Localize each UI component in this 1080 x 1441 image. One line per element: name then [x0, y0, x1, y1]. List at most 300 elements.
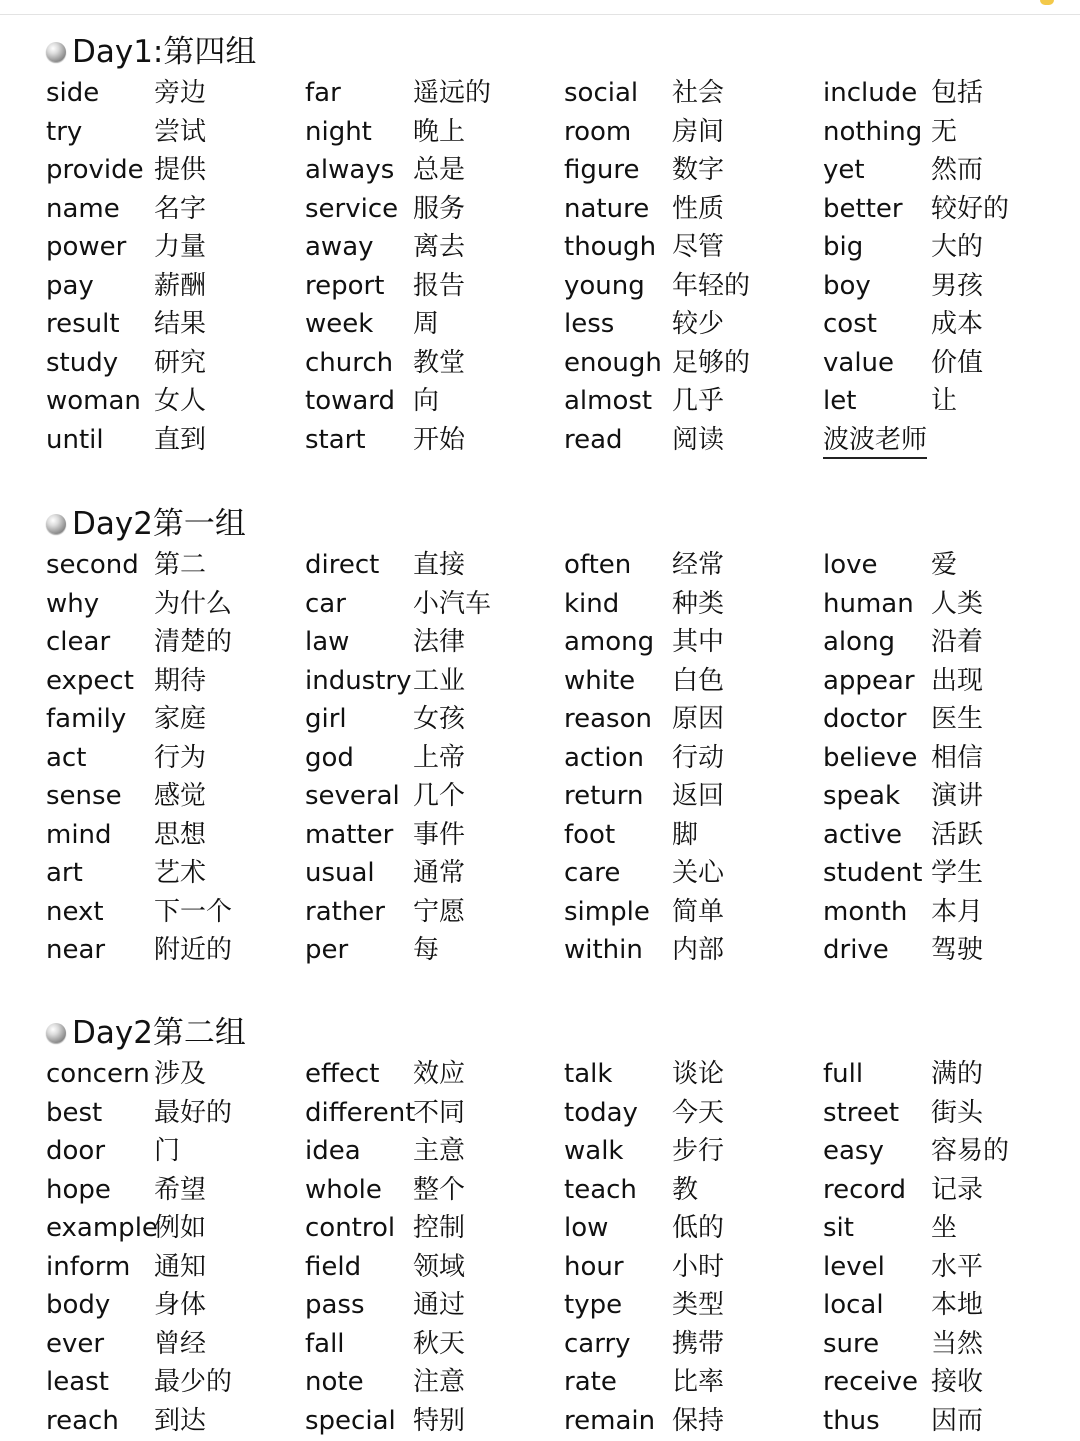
english-word: within	[564, 935, 643, 965]
chinese-meaning: 原因	[672, 704, 725, 734]
chinese-meaning: 最少的	[154, 1367, 233, 1397]
word-entry	[305, 816, 555, 855]
english-word: read	[564, 424, 623, 455]
english-word: woman	[46, 386, 141, 416]
chinese-meaning: 相信	[931, 742, 984, 773]
english-word: effect	[305, 1059, 380, 1089]
vocab-section	[0, 30, 1080, 460]
chinese-meaning: 结果	[154, 309, 207, 339]
word-entry	[305, 931, 555, 970]
chinese-meaning: 总是	[413, 155, 466, 185]
chinese-meaning: 直到	[154, 424, 207, 455]
english-word: type	[564, 1290, 623, 1320]
chinese-meaning: 感觉	[154, 781, 207, 811]
english-word: speak	[823, 781, 901, 811]
chinese-meaning: 年轻的	[672, 270, 751, 301]
english-word: boy	[823, 270, 871, 301]
chinese-meaning: 向	[413, 386, 440, 416]
chinese-meaning: 房间	[672, 116, 725, 147]
chinese-meaning: 通知	[154, 1251, 207, 1282]
word-entry	[46, 74, 296, 113]
chinese-meaning: 活跃	[931, 819, 984, 850]
word-entry	[564, 777, 814, 816]
word-entry	[564, 1209, 814, 1248]
chinese-meaning: 第二	[154, 550, 207, 580]
english-word: side	[46, 78, 100, 108]
english-word: concern	[46, 1059, 150, 1089]
english-word: idea	[305, 1136, 361, 1166]
chinese-meaning: 名字	[154, 193, 207, 224]
chinese-meaning: 上帝	[413, 742, 466, 773]
english-word: name	[46, 193, 120, 224]
english-word: teach	[564, 1174, 637, 1205]
word-entry	[46, 931, 296, 970]
english-word: care	[564, 858, 621, 888]
word-entry	[305, 113, 555, 152]
english-word: girl	[305, 704, 347, 734]
chinese-meaning: 女孩	[413, 704, 466, 734]
word-entry	[305, 1402, 555, 1441]
english-word: among	[564, 627, 655, 657]
english-word: usual	[305, 858, 375, 888]
chinese-meaning: 报告	[413, 270, 466, 301]
word-entry	[46, 1209, 296, 1248]
word-entry	[305, 190, 555, 229]
chinese-meaning: 秋天	[413, 1328, 466, 1359]
english-word: sure	[823, 1328, 880, 1359]
word-entry	[46, 700, 296, 739]
word-entry	[564, 1055, 814, 1094]
chinese-meaning: 为什么	[154, 588, 233, 619]
english-word: sit	[823, 1213, 854, 1243]
chinese-meaning: 较少	[672, 309, 725, 339]
english-word: law	[305, 627, 350, 657]
english-word: industry	[305, 665, 412, 696]
chinese-meaning: 特别	[413, 1405, 466, 1436]
chinese-meaning: 注意	[413, 1367, 466, 1397]
english-word: believe	[823, 742, 918, 773]
word-entry	[823, 1132, 1073, 1171]
chinese-meaning: 宁愿	[413, 896, 466, 927]
chinese-meaning: 记录	[931, 1174, 984, 1205]
english-word: next	[46, 896, 104, 927]
english-word: week	[305, 309, 374, 339]
section-title: Day2第二组	[72, 1015, 246, 1051]
english-word: almost	[564, 386, 653, 416]
english-word: pay	[46, 270, 94, 301]
word-column	[46, 546, 296, 970]
word-entry	[564, 228, 814, 267]
chinese-meaning: 返回	[672, 781, 725, 811]
chinese-meaning: 坐	[931, 1213, 958, 1243]
chinese-meaning: 开始	[413, 424, 466, 455]
word-entry	[305, 662, 555, 701]
word-column	[823, 74, 1073, 459]
english-word: body	[46, 1290, 111, 1320]
word-entry	[46, 585, 296, 624]
chinese-meaning: 家庭	[154, 704, 207, 734]
english-word: least	[46, 1367, 109, 1397]
chinese-meaning: 清楚的	[154, 627, 233, 657]
english-word: far	[305, 78, 341, 108]
chinese-meaning: 直接	[413, 550, 466, 580]
word-entry	[305, 739, 555, 778]
word-entry	[564, 739, 814, 778]
english-word: power	[46, 232, 127, 262]
word-entry	[823, 1094, 1073, 1133]
english-word: better	[823, 193, 903, 224]
chinese-meaning: 类型	[672, 1290, 725, 1320]
chinese-meaning: 包括	[931, 78, 984, 108]
chinese-meaning: 教堂	[413, 347, 466, 378]
word-entry	[564, 816, 814, 855]
english-word: control	[305, 1213, 396, 1243]
word-entry	[305, 344, 555, 383]
english-word: field	[305, 1251, 362, 1282]
word-entry	[564, 585, 814, 624]
word-entry	[823, 700, 1073, 739]
word-entry	[305, 1363, 555, 1402]
chinese-meaning: 整个	[413, 1174, 466, 1205]
word-entry	[305, 623, 555, 662]
word-entry	[823, 546, 1073, 585]
english-word: note	[305, 1367, 364, 1397]
word-entry	[564, 623, 814, 662]
chinese-meaning: 法律	[413, 627, 466, 657]
english-word: kind	[564, 588, 620, 619]
word-entry	[305, 1171, 555, 1210]
chinese-meaning: 通常	[413, 858, 466, 888]
chinese-meaning: 艺术	[154, 858, 207, 888]
chinese-meaning: 本地	[931, 1290, 984, 1320]
word-entry	[823, 1325, 1073, 1364]
english-word: action	[564, 742, 645, 773]
word-entry	[564, 151, 814, 190]
english-word: let	[823, 386, 857, 416]
chinese-meaning: 本月	[931, 896, 984, 927]
word-entry	[46, 1132, 296, 1171]
word-entry	[305, 546, 555, 585]
chinese-meaning: 工业	[413, 665, 466, 696]
chinese-meaning: 行动	[672, 742, 725, 773]
word-entry	[305, 1132, 555, 1171]
word-entry	[564, 1402, 814, 1441]
word-entry	[564, 1171, 814, 1210]
chinese-meaning: 控制	[413, 1213, 466, 1243]
chinese-meaning: 附近的	[154, 935, 233, 965]
word-column	[823, 546, 1073, 970]
english-word: service	[305, 193, 399, 224]
english-word: night	[305, 116, 372, 147]
word-entry	[46, 344, 296, 383]
english-word: value	[823, 347, 895, 378]
english-word: different	[305, 1097, 416, 1128]
word-entry	[564, 1363, 814, 1402]
chinese-meaning: 性质	[672, 193, 725, 224]
word-entry	[46, 1171, 296, 1210]
chinese-meaning: 薪酬	[154, 270, 207, 301]
chinese-meaning: 研究	[154, 347, 207, 378]
english-word: doctor	[823, 704, 907, 734]
word-entry	[823, 190, 1073, 229]
chinese-meaning: 容易的	[931, 1136, 1010, 1166]
english-word: special	[305, 1405, 396, 1436]
word-entry	[46, 1325, 296, 1364]
english-word: easy	[823, 1136, 884, 1166]
word-entry	[564, 344, 814, 383]
word-entry	[823, 267, 1073, 306]
word-entry	[46, 662, 296, 701]
chinese-meaning: 尝试	[154, 116, 207, 147]
english-word: nothing	[823, 116, 923, 147]
word-entry	[564, 1132, 814, 1171]
chinese-meaning: 今天	[672, 1097, 725, 1128]
chinese-meaning: 小时	[672, 1251, 725, 1282]
chinese-meaning: 效应	[413, 1059, 466, 1089]
word-entry	[305, 893, 555, 932]
chinese-meaning: 周	[413, 309, 440, 339]
word-entry	[564, 893, 814, 932]
english-word: along	[823, 627, 896, 657]
english-word: try	[46, 116, 83, 147]
word-entry	[823, 228, 1073, 267]
chinese-meaning: 出现	[931, 665, 984, 696]
section-title: Day1:第四组	[72, 34, 257, 70]
english-word: act	[46, 742, 87, 773]
english-word: though	[564, 232, 657, 262]
english-word: matter	[305, 819, 394, 850]
section-title: Day2第一组	[72, 506, 246, 542]
english-word: start	[305, 424, 366, 455]
word-entry	[46, 305, 296, 344]
word-entry	[823, 893, 1073, 932]
section-header	[0, 1011, 1080, 1055]
chinese-meaning: 男孩	[931, 270, 984, 301]
chinese-meaning: 下一个	[154, 896, 233, 927]
english-word: drive	[823, 935, 889, 965]
english-word: human	[823, 588, 914, 619]
english-word: walk	[564, 1136, 624, 1166]
english-word: receive	[823, 1367, 919, 1397]
chinese-meaning: 离去	[413, 232, 466, 262]
chinese-meaning: 希望	[154, 1174, 207, 1205]
word-entry	[564, 267, 814, 306]
bullet-ball-icon	[46, 1023, 66, 1043]
word-entry	[823, 777, 1073, 816]
english-word: fall	[305, 1328, 345, 1359]
english-word: return	[564, 781, 644, 811]
english-word: clear	[46, 627, 111, 657]
word-entry	[823, 1286, 1073, 1325]
word-entry	[305, 382, 555, 421]
chinese-meaning: 白色	[672, 665, 725, 696]
word-entry	[46, 382, 296, 421]
word-entry	[823, 1248, 1073, 1287]
top-divider	[0, 14, 1080, 15]
word-entry	[46, 1363, 296, 1402]
english-word: inform	[46, 1251, 131, 1282]
chinese-meaning: 经常	[672, 550, 725, 580]
word-entry	[305, 74, 555, 113]
chinese-meaning: 思想	[154, 819, 207, 850]
section-header	[0, 502, 1080, 546]
english-word: big	[823, 232, 864, 262]
english-word: report	[305, 270, 385, 301]
chinese-meaning: 小汽车	[413, 588, 492, 619]
word-entry	[823, 623, 1073, 662]
chinese-meaning: 尽管	[672, 232, 725, 262]
word-entry	[823, 816, 1073, 855]
word-entry	[46, 1402, 296, 1441]
word-entry	[46, 1055, 296, 1094]
word-entry	[305, 854, 555, 893]
chinese-meaning: 主意	[413, 1136, 466, 1166]
word-entry	[305, 700, 555, 739]
english-word: foot	[564, 819, 616, 850]
english-word: figure	[564, 155, 640, 185]
chinese-meaning: 门	[154, 1136, 181, 1166]
word-entry	[564, 546, 814, 585]
word-entry	[305, 585, 555, 624]
word-entry	[823, 854, 1073, 893]
chinese-meaning: 社会	[672, 78, 725, 108]
chinese-meaning: 内部	[672, 935, 725, 965]
word-entry	[46, 421, 296, 460]
english-word: pass	[305, 1290, 365, 1320]
english-word: simple	[564, 896, 650, 927]
vocab-section	[0, 502, 1080, 965]
chinese-meaning: 遥远的	[413, 78, 492, 108]
word-entry	[823, 1055, 1073, 1094]
chinese-meaning: 因而	[931, 1405, 984, 1436]
word-entry	[46, 113, 296, 152]
word-column	[823, 1055, 1073, 1440]
english-word: mind	[46, 819, 112, 850]
english-word: hour	[564, 1251, 624, 1282]
english-word: rather	[305, 896, 385, 927]
word-entry	[46, 777, 296, 816]
chinese-meaning: 阅读	[672, 424, 725, 455]
english-word: per	[305, 935, 349, 965]
word-entry	[305, 267, 555, 306]
word-entry	[564, 1286, 814, 1325]
word-columns	[0, 1055, 1080, 1441]
english-word: level	[823, 1251, 885, 1282]
chinese-meaning: 数字	[672, 155, 725, 185]
english-word: cost	[823, 309, 877, 339]
word-entry	[46, 1286, 296, 1325]
word-entry	[564, 190, 814, 229]
english-word: today	[564, 1097, 638, 1128]
word-entry	[305, 1094, 555, 1133]
chinese-meaning: 事件	[413, 819, 466, 850]
chinese-meaning: 让	[931, 386, 958, 416]
chinese-meaning: 种类	[672, 588, 725, 619]
chinese-meaning: 驾驶	[931, 935, 984, 965]
chinese-meaning: 大的	[931, 232, 984, 262]
english-word: best	[46, 1097, 103, 1128]
chinese-meaning: 步行	[672, 1136, 725, 1166]
chinese-meaning: 几个	[413, 781, 466, 811]
signature-row	[823, 421, 1073, 460]
chinese-meaning: 人类	[931, 588, 984, 619]
chinese-meaning: 身体	[154, 1290, 207, 1320]
english-word: less	[564, 309, 615, 339]
english-word: street	[823, 1097, 900, 1128]
english-word: car	[305, 588, 346, 619]
word-entry	[46, 854, 296, 893]
word-entry	[46, 267, 296, 306]
english-word: month	[823, 896, 908, 927]
word-entry	[564, 700, 814, 739]
english-word: door	[46, 1136, 106, 1166]
english-word: social	[564, 78, 639, 108]
chinese-meaning: 沿着	[931, 627, 984, 657]
word-column	[46, 74, 296, 459]
english-word: result	[46, 309, 120, 339]
english-word: until	[46, 424, 104, 455]
english-word: several	[305, 781, 400, 811]
english-word: toward	[305, 386, 396, 416]
chinese-meaning: 低的	[672, 1213, 725, 1243]
english-word: why	[46, 588, 100, 619]
chinese-meaning: 不同	[413, 1097, 466, 1128]
chinese-meaning: 其中	[672, 627, 725, 657]
word-entry	[823, 344, 1073, 383]
chinese-meaning: 爱	[931, 550, 958, 580]
english-word: rate	[564, 1367, 617, 1397]
chinese-meaning: 演讲	[931, 781, 984, 811]
word-entry	[823, 1402, 1073, 1441]
english-word: provide	[46, 155, 144, 185]
chinese-meaning: 涉及	[154, 1059, 207, 1089]
english-word: appear	[823, 665, 915, 696]
word-entry	[305, 151, 555, 190]
english-word: carry	[564, 1328, 631, 1359]
english-word: young	[564, 270, 645, 301]
chinese-meaning: 街头	[931, 1097, 984, 1128]
chinese-meaning: 曾经	[154, 1328, 207, 1359]
english-word: whole	[305, 1174, 382, 1205]
english-word: church	[305, 347, 394, 378]
english-word: active	[823, 819, 903, 850]
chinese-meaning: 每	[413, 935, 440, 965]
english-word: full	[823, 1059, 864, 1089]
word-entry	[564, 1248, 814, 1287]
chinese-meaning: 成本	[931, 309, 984, 339]
chinese-meaning: 价值	[931, 347, 984, 378]
chinese-meaning: 服务	[413, 193, 466, 224]
english-word: direct	[305, 550, 380, 580]
vocab-section	[0, 1011, 1080, 1441]
word-entry	[564, 1094, 814, 1133]
word-entry	[823, 585, 1073, 624]
english-word: family	[46, 704, 127, 734]
english-word: white	[564, 665, 636, 696]
chinese-meaning: 教	[672, 1174, 699, 1205]
word-entry	[46, 190, 296, 229]
word-entry	[46, 623, 296, 662]
english-word: student	[823, 858, 923, 888]
chinese-meaning: 女人	[154, 386, 207, 416]
english-word: away	[305, 232, 374, 262]
english-word: record	[823, 1174, 907, 1205]
word-entry	[564, 305, 814, 344]
english-word: always	[305, 155, 395, 185]
chinese-meaning: 关心	[672, 858, 725, 888]
word-columns	[0, 74, 1080, 460]
english-word: room	[564, 116, 632, 147]
